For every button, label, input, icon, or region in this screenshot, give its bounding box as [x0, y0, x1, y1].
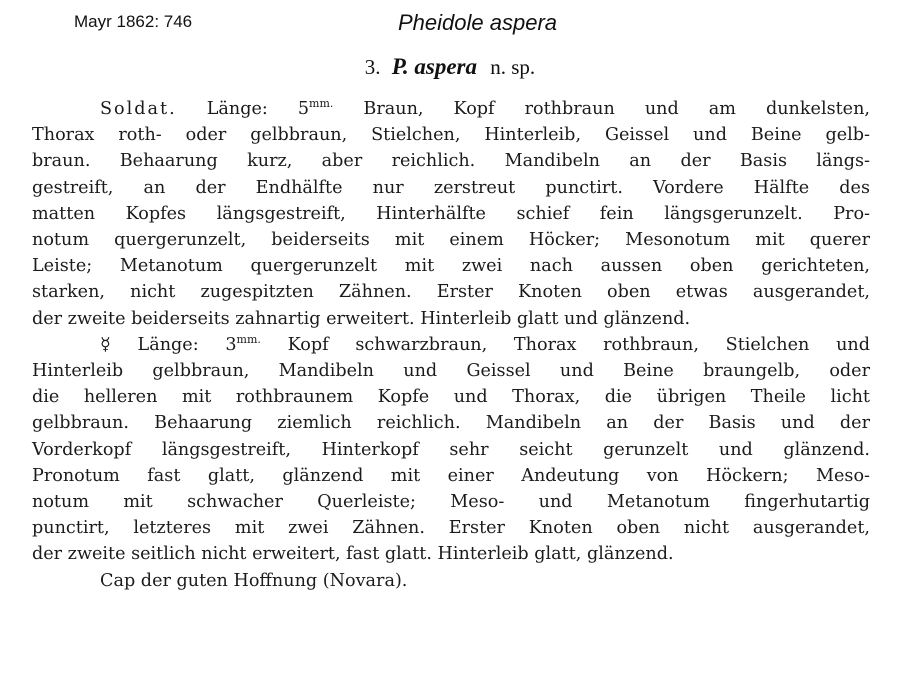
text-line: notum mit schwacher Querleiste; Meso- und Metanotum fingerhutartig — [32, 492, 870, 513]
text-line: braun. Behaarung kurz, aber reichlich. Mandibeln an der Basis längs- — [32, 151, 870, 172]
text-line — [32, 96, 870, 122]
description-body — [32, 96, 870, 594]
text-line: gestreift, an der Endhälfte nur zerstreut punctirt. Vordere Hälfte des — [32, 177, 870, 198]
species-number: 3. — [364, 55, 381, 79]
species-name: P. aspera — [391, 54, 477, 79]
size-unit: mm. — [236, 332, 261, 346]
text-line: Hinterleib gelbbraun, Mandibeln und Geissel und Beine braungelb, oder — [32, 361, 870, 382]
citation: Mayr 1862: 746 — [74, 12, 193, 31]
size-unit: mm. — [309, 97, 334, 111]
locality-line: Cap der guten Hoffnung (Novara). — [100, 570, 408, 591]
description-heading — [0, 54, 900, 80]
species-title: Pheidole aspera — [398, 10, 558, 35]
text-line: Vorderkopf längsgestreift, Hinterkopf sehr seicht gerunzelt und glänzend. — [32, 439, 870, 460]
size-prefix: Länge: 3 — [137, 334, 237, 355]
new-species-mark: n. sp. — [490, 55, 536, 79]
text-fragment: Braun, Kopf rothbraun und am dunkelsten, — [333, 99, 871, 119]
text-line: Pronotum fast glatt, glänzend mit einer Andeutung von Höckern; Meso- — [32, 465, 870, 486]
text-line: starken, nicht zugespitzten Zähnen. Erster Knoten oben etwas ausgerandet, — [32, 282, 870, 303]
text-line: die helleren mit rothbraunem Kopfe und Thorax, die übrigen Theile licht — [32, 387, 870, 408]
text-line: der zweite seitlich nicht erweitert, fast glatt. Hinterleib glatt, glänzend. — [32, 544, 674, 565]
caste-label-soldier: Soldat. — [100, 99, 177, 119]
text-line: Thorax roth- oder gelbbraun, Stielchen, Hinterleib, Geissel und Beine gelb- — [32, 125, 870, 146]
worker-paragraph — [32, 332, 870, 568]
soldier-paragraph — [32, 96, 870, 332]
text-line: Leiste; Metanotum quergerunzelt mit zwei nach aussen oben gerichteten, — [32, 256, 870, 277]
text-line: matten Kopfes längsgestreift, Hinterhälfte schief fein längsgerunzelt. Pro- — [32, 203, 870, 224]
text-line — [32, 332, 870, 358]
text-line: notum quergerunzelt, beiderseits mit einem Höcker; Mesonotum mit querer — [32, 230, 870, 251]
worker-symbol: ☿ — [100, 334, 111, 355]
text-line: gelbbraun. Behaarung ziemlich reichlich. Mandibeln an der Basis und der — [32, 413, 870, 434]
text-line: der zweite beiderseits zahnartig erweitert. Hinterleib glatt und glänzend. — [32, 308, 691, 329]
size-prefix: Länge: 5 — [206, 99, 310, 119]
text-line: punctirt, letzteres mit zwei Zähnen. Erster Knoten oben nicht ausgerandet, — [32, 518, 870, 539]
text-fragment: Kopf schwarzbraun, Thorax rothbraun, Stielchen und — [260, 334, 870, 355]
